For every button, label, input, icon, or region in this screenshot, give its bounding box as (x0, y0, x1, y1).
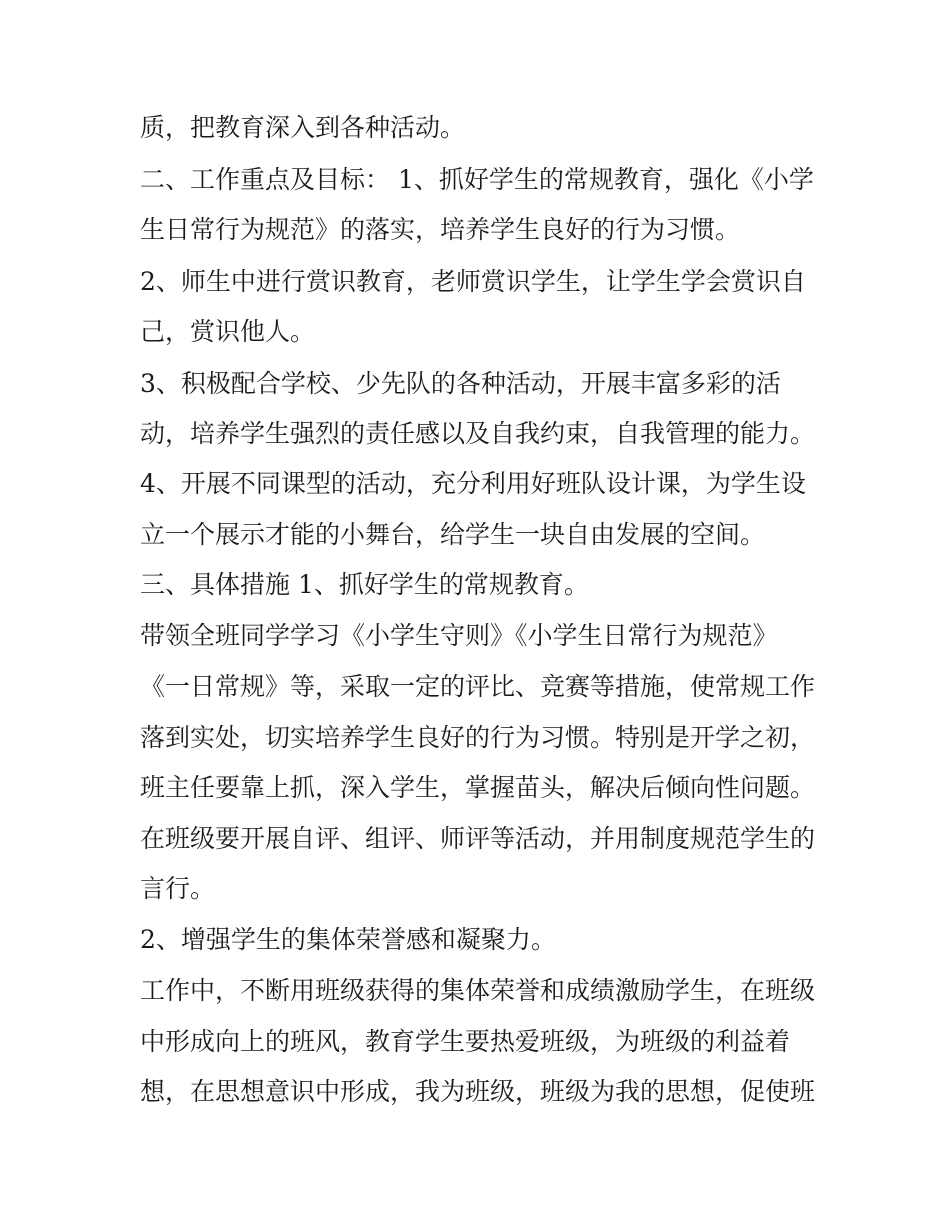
text-line: 想，在思想意识中形成，我为班级，班级为我的思想，促使班 (140, 1077, 816, 1106)
text-line: 动，培养学生强烈的责任感以及自我约束，自我管理的能力。 (140, 419, 816, 448)
text-line: 2、增强学生的集体荣誉感和凝聚力。 (140, 925, 556, 954)
text-line: 立一个展示才能的小舞台，给学生一块自由发展的空间。 (140, 520, 766, 549)
text-line: 落到实处，切实培养学生良好的行为习惯。特别是开学之初， (140, 723, 816, 752)
text-line: 带领全班同学学习《小学生守则》《小学生日常行为规范》 (140, 621, 778, 650)
text-line: 班主任要靠上抓，深入学生，掌握苗头，解决后倾向性问题。 (140, 773, 816, 802)
text-line: 三、具体措施 1、抓好学生的常规教育。 (140, 570, 589, 599)
text-line: 质，把教育深入到各种活动。 (140, 113, 466, 142)
text-line: 3、积极配合学校、少先队的各种活动，开展丰富多彩的活 (140, 369, 781, 398)
text-line: 2、师生中进行赏识教育，老师赏识学生，让学生学会赏识自 (140, 267, 806, 296)
text-line: 生日常行为规范》的落实，培养学生良好的行为习惯。 (140, 215, 741, 244)
text-line: 言行。 (140, 874, 216, 903)
text-line: 《一日常规》等，采取一定的评比、竞赛等措施，使常规工作 (140, 672, 816, 701)
text-line: 二、工作重点及目标： 1、抓好学生的常规教育，强化《小学 (140, 165, 814, 194)
text-line: 工作中，不断用班级获得的集体荣誉和成绩激励学生，在班级 (140, 976, 816, 1005)
text-line: 在班级要开展自评、组评、师评等活动，并用制度规范学生的 (140, 824, 816, 853)
text-line: 4、开展不同课型的活动，充分利用好班队设计课，为学生设 (140, 469, 806, 498)
text-line: 中形成向上的班风，教育学生要热爱班级，为班级的利益着 (140, 1027, 791, 1056)
text-line: 己，赏识他人。 (140, 317, 316, 346)
